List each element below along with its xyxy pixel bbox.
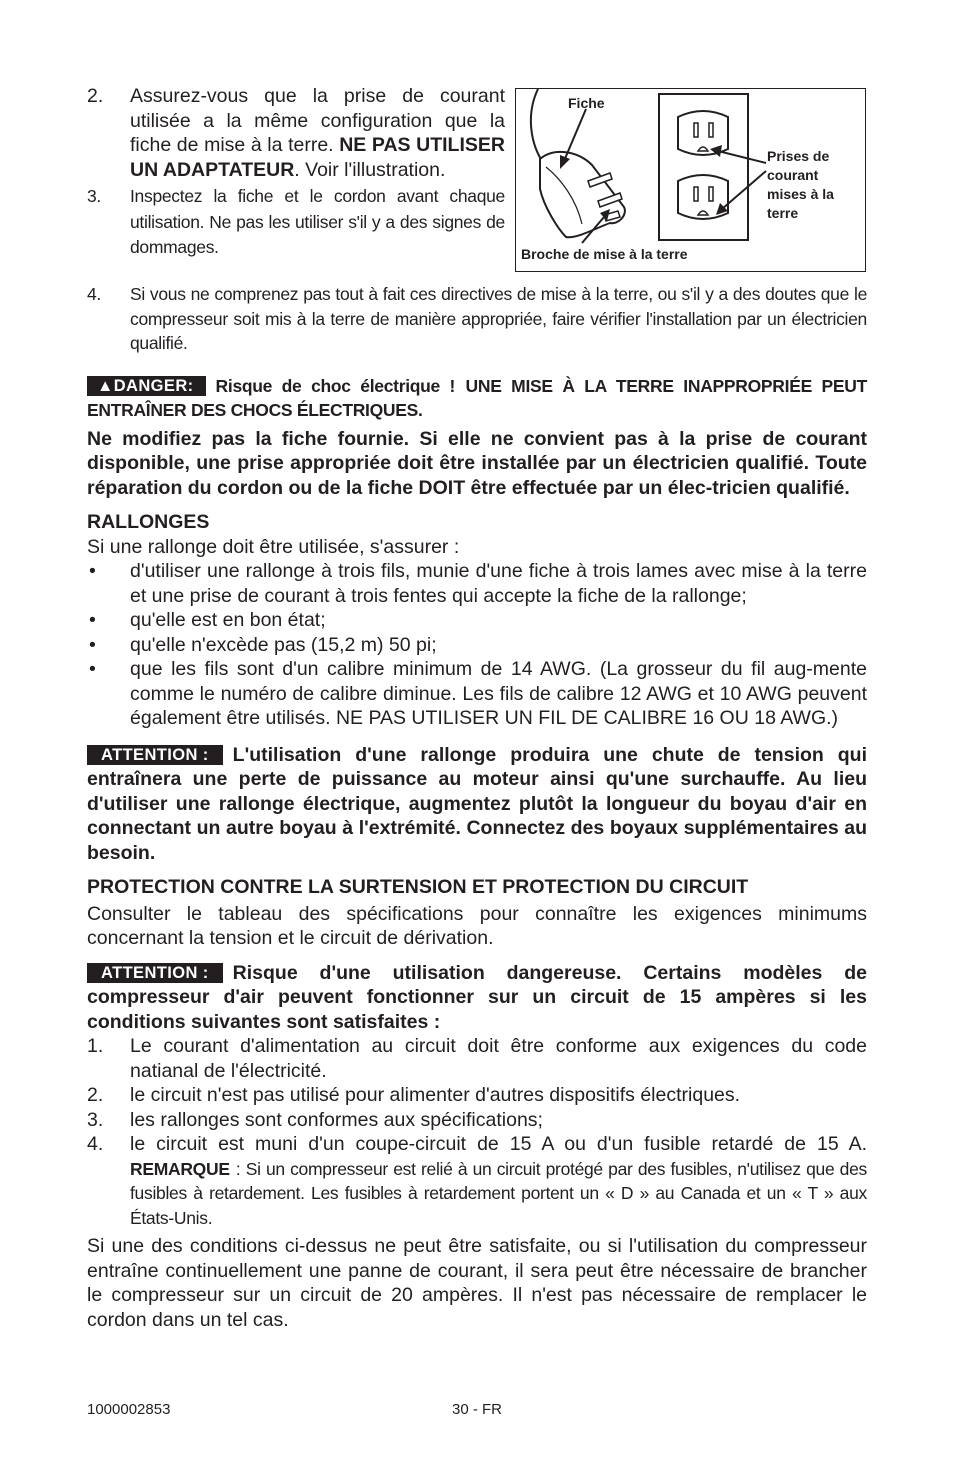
outlets-label: Prises de courant mises à la terre — [767, 148, 834, 221]
list-item-text: les rallonges sont conformes aux spécifications; — [130, 1108, 543, 1131]
remark-label: REMARQUE — [130, 1158, 230, 1179]
danger-badge — [87, 376, 206, 396]
list-item-text: le circuit est muni d'un coupe-circuit de 15 A ou d'un fusible retardé de 15 A. — [130, 1133, 867, 1155]
step-number: 2. — [87, 85, 104, 107]
rallonges-list — [87, 559, 867, 731]
step-number: 3. — [87, 186, 101, 206]
step-text: Inspectez la fiche et le cordon avant chaque utilisation. Ne pas les utiliser s'il y a des signes de dommages. — [130, 186, 505, 257]
grounding-illustration — [515, 88, 866, 272]
list-item — [87, 633, 867, 658]
list-item — [87, 1108, 867, 1133]
item-number: 3. — [87, 1108, 104, 1131]
warning-triangle-icon: ▲ — [97, 376, 114, 395]
list-item — [87, 1034, 867, 1083]
step-4 — [87, 282, 867, 356]
list-item-text: Le courant d'alimentation au circuit doit être conforme aux exigences du code natianal de l'électricité. — [130, 1035, 867, 1082]
grounding-steps — [87, 84, 505, 261]
item-number: 2. — [87, 1084, 104, 1106]
list-item-text: qu'elle n'excède pas (15,2 m) 50 pi; — [130, 633, 437, 656]
list-item — [87, 657, 867, 731]
protection-body: Consulter le tableau des spécifications pour connaître les exigences minimums concernant la tension et le circuit de dérivation. — [87, 902, 867, 949]
list-item — [87, 559, 867, 608]
list-item — [87, 1083, 867, 1108]
attention-text: L'utilisation d'une rallonge produira une chute de tension qui entraînera une perte de puissance au moteur ainsi qu'une surchauffe. Au lieu d'utiliser une rallonge électrique, augmentez plutôt la longueur du boyau d'air en connectant un autre boyau à l'extrémité. Connectez des boyaux supplémentaires au besoin. — [87, 743, 867, 864]
list-item — [87, 608, 867, 633]
step-number: 4. — [87, 284, 101, 304]
danger-body: Ne modifiez pas la fiche fournie. Si elle ne convient pas à la prise de courant disponible, une prise appropriée doit être installée par un électricien qualifié. Toute réparation du cordon ou de la fiche DOIT être effectuée par un élec-tricien qualifié. — [87, 427, 867, 499]
rallonges-heading: RALLONGES — [87, 511, 210, 533]
item-number: 4. — [87, 1133, 104, 1155]
manual-page — [87, 84, 867, 1332]
list-item-text: que les fils sont d'un calibre minimum de 14 AWG. (La grosseur du fil aug-mente comme le numéro de calibre diminue. Les fils de calibre 12 AWG et 10 AWG peuvent également être utilisés. NE PAS UTILISER UN FIL DE CALIBRE 16 OU 18 AWG.) — [130, 658, 867, 729]
step-warning-bold: NE PAS UTILISER UN ADAPTATEUR — [130, 134, 505, 181]
list-item-text: d'utiliser une rallonge à trois fils, munie d'une fiche à trois lames avec mise à la terre et une prise de courant à trois fentes qui accepte la fiche de la rallonge; — [130, 560, 867, 607]
bullet: • — [89, 609, 96, 631]
plug-label: Fiche — [568, 95, 605, 111]
step-2 — [87, 84, 505, 182]
bullet: • — [89, 633, 96, 656]
step-3 — [87, 184, 505, 261]
danger-lead: Risque de choc électrique ! — [215, 375, 456, 396]
bullet: • — [89, 560, 96, 582]
grounding-pin-label: Broche de mise à la terre — [521, 246, 688, 262]
attention-badge: ATTENTION : — [87, 963, 223, 983]
list-item-text: qu'elle est en bon état; — [130, 609, 326, 631]
rallonges-intro: Si une rallonge doit être utilisée, s'assurer : — [87, 535, 460, 558]
list-item-text: le circuit n'est pas utilisé pour alimenter d'autres dispositifs électriques. — [130, 1084, 741, 1106]
attention-badge: ATTENTION : — [87, 745, 223, 765]
list-item — [87, 1132, 867, 1230]
grounding-section — [87, 84, 867, 286]
document-number: 1000002853 — [87, 1401, 171, 1418]
page-number: 30 - FR — [452, 1401, 503, 1418]
bullet: • — [89, 658, 96, 680]
closing-paragraph: Si une des conditions ci-dessus ne peut être satisfaite, ou si l'utilisation du compresseur entraîne continuellement une panne de courant, il sera peut être nécessaire de brancher le compresseur sur un circuit de 20 ampères. Il n'est pas nécessaire de remplacer le cordon dans un tel cas. — [87, 1235, 867, 1331]
remark-text: : Si un compresseur est relié à un circuit protégé par des fusibles, n'utilisez que des fusibles à retardement. Les fusibles à retardement portent un « D » au Canada et un « T » aux États-Unis. — [130, 1158, 867, 1228]
step-text: Assurez-vous que la prise de courant utilisée a la même configuration que la fiche de mise à la terre. — [130, 85, 505, 156]
attention-text: Risque d'une utilisation dangereuse. Certains modèles de compresseur d'air peuvent fonctionner sur un circuit de 15 ampères si les conditions suivantes sont satisfaites : — [87, 961, 867, 1033]
danger-badge-label: DANGER: — [113, 376, 194, 395]
attention-notice-extension — [87, 743, 867, 866]
item-number: 1. — [87, 1035, 104, 1057]
protection-heading: PROTECTION CONTRE LA SURTENSION ET PROTECTION DU CIRCUIT — [87, 876, 749, 898]
step-text-end: . Voir l'illustration. — [294, 158, 446, 181]
attention-notice-circuit — [87, 961, 867, 1035]
danger-lead-caps: UNE MISE À LA TERRE INAPPROPRIÉE PEUT ENTRAÎNER DES CHOCS ÉLECTRIQUES. — [87, 375, 867, 420]
step-text: Si vous ne comprenez pas tout à fait ces directives de mise à la terre, ou s'il y a des doutes que le compresseur soit mis à la terre de manière appropriée, faire vérifier l'installation par un électricien qualifié. — [130, 284, 867, 353]
conditions-list — [87, 1034, 867, 1230]
danger-notice — [87, 374, 867, 423]
